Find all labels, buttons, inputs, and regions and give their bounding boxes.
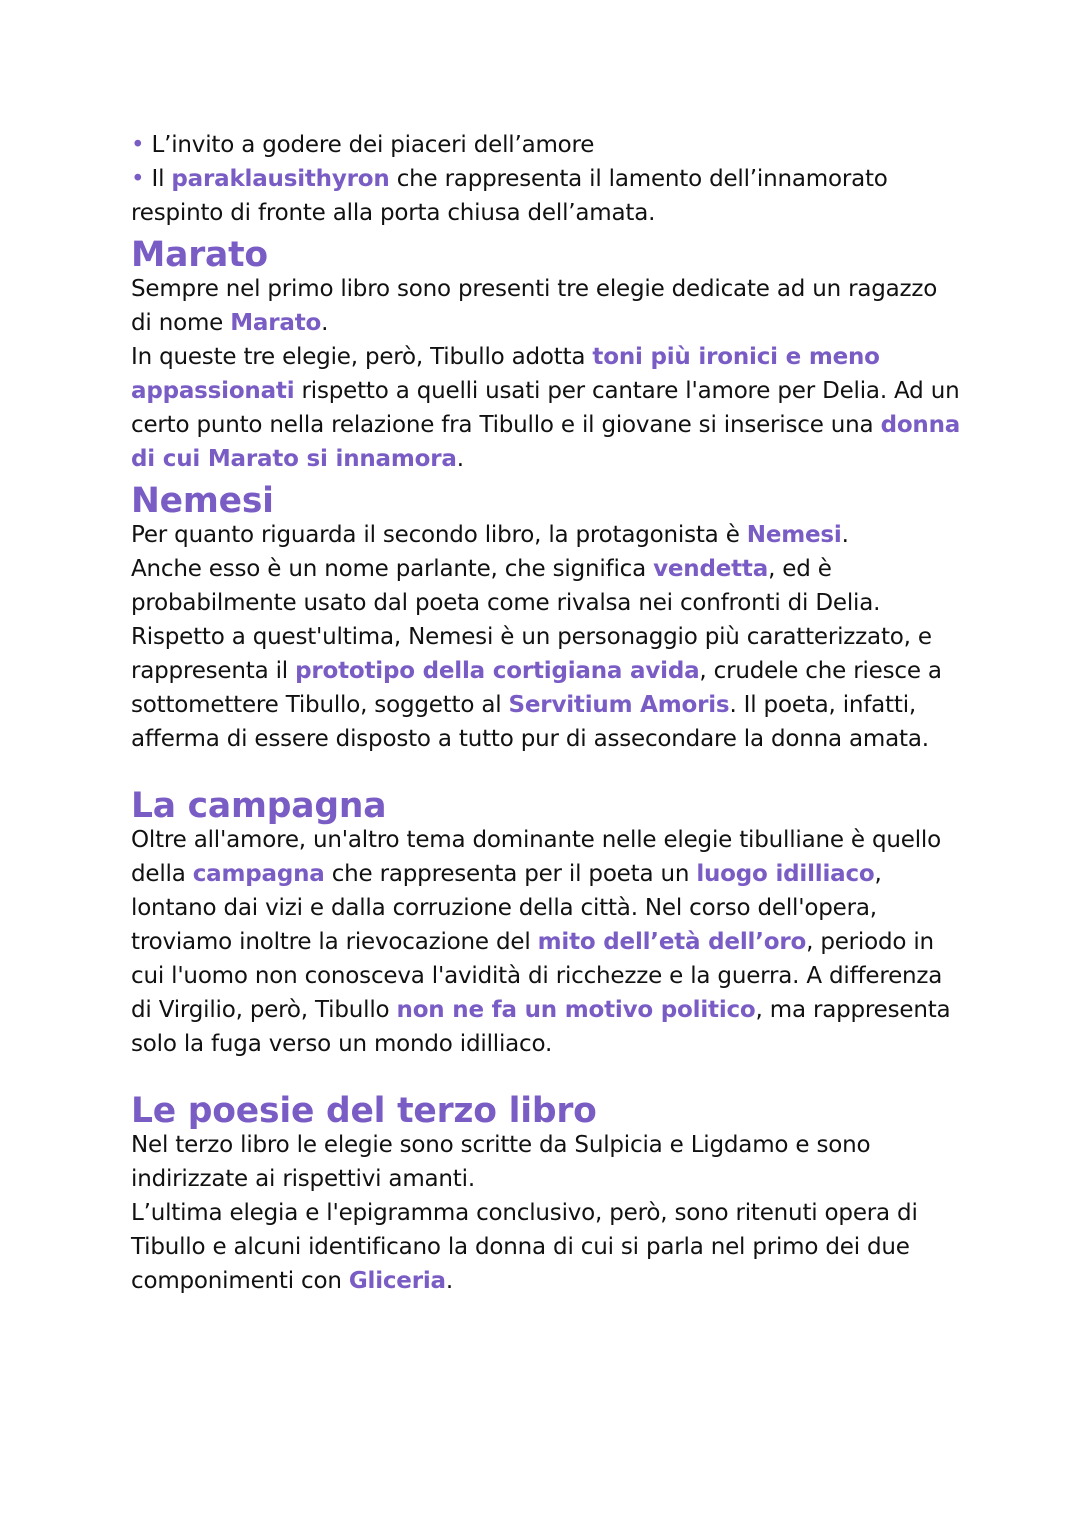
highlight-term: Nemesi — [746, 522, 842, 548]
paragraph — [131, 1196, 961, 1298]
paragraph — [131, 1128, 961, 1196]
text-run: . Il poeta, infatti, afferma di essere disposto a tutto pur di assecondare la donna amata. — [131, 692, 929, 752]
text-run: L’ultima elegia e l'epigramma conclusivo, però, sono ritenuti opera di Tibullo e alcuni identificano la donna di cui si parla nel primo dei due componimenti con — [131, 1200, 918, 1294]
highlight-term: prototipo della cortigiana avida — [295, 658, 700, 684]
highlight-term: luogo idilliaco — [696, 861, 875, 887]
text-run: . — [841, 522, 849, 548]
bullet-item — [131, 162, 961, 230]
highlight-term: campagna — [192, 861, 325, 887]
document-page — [131, 128, 961, 1298]
text-run: , ma rappresenta solo la fuga verso un mondo idilliaco. — [131, 997, 951, 1057]
paragraph — [131, 552, 961, 756]
text-run: , crudele che riesce a sottomettere Tibullo, soggetto al — [131, 658, 942, 718]
text-run: L’invito a godere dei piaceri dell’amore — [151, 132, 595, 158]
text-run: che rappresenta il lamento dell’innamorato respinto di fronte alla porta chiusa dell’amata. — [131, 166, 888, 226]
text-run: Per quanto riguarda il secondo libro, la protagonista è — [131, 522, 747, 548]
text-run: Il — [151, 166, 172, 192]
section-marato — [131, 235, 961, 476]
highlight-term: non ne fa un motivo politico — [396, 997, 756, 1023]
text-run: che rappresenta per il poeta un — [324, 861, 697, 887]
bullet-dot-icon: • — [131, 132, 145, 158]
paragraph — [131, 823, 961, 1061]
text-run: , periodo in cui l'uomo non conosceva l'avidità di ricchezze e la guerra. A differenza di Virgilio, però, Tibullo — [131, 929, 943, 1023]
section-heading: Le poesie del terzo libro — [131, 1091, 597, 1131]
highlight-term: Gliceria — [348, 1268, 446, 1294]
text-run: . — [456, 446, 464, 472]
bullet-list — [131, 128, 961, 230]
text-run: Oltre all'amore, un'altro tema dominante nelle elegie tibulliane è quello della — [131, 827, 941, 887]
text-run: Sempre nel primo libro sono presenti tre elegie dedicate ad un ragazzo di nome — [131, 276, 938, 336]
highlight-term: vendetta — [653, 556, 769, 582]
highlight-term: toni più ironici e meno appassionati — [131, 344, 880, 404]
section-nemesi — [131, 481, 961, 756]
text-run: In queste tre elegie, però, Tibullo adotta — [131, 344, 593, 370]
text-run: rispetto a quelli usati per cantare l'amore per Delia. Ad un certo punto nella relazione fra Tibullo e il giovane si inserisce una — [131, 378, 960, 438]
section-heading: Marato — [131, 235, 268, 275]
paragraph — [131, 272, 961, 340]
bullet-item — [131, 128, 961, 162]
text-run: . — [321, 310, 329, 336]
text-run: , ed è probabilmente usato dal poeta come rivalsa nei confronti di Delia. Rispetto a quest'ultima, Nemesi è un personaggio più caratterizzato, e rappresenta il — [131, 556, 932, 684]
paragraph — [131, 518, 961, 552]
highlight-term: Marato — [230, 310, 322, 336]
bullet-dot-icon: • — [131, 166, 145, 192]
paragraph — [131, 340, 961, 476]
highlight-term: mito dell’età dell’oro — [537, 929, 807, 955]
section-heading: La campagna — [131, 786, 387, 826]
text-run: Anche esso è un nome parlante, che significa — [131, 556, 654, 582]
highlight-term: Servitium Amoris — [508, 692, 730, 718]
text-run: , lontano dai vizi e dalla corruzione della città. Nel corso dell'opera, troviamo inoltre la rievocazione del — [131, 861, 882, 955]
text-run: . — [445, 1268, 453, 1294]
text-run: Nel terzo libro le elegie sono scritte da Sulpicia e Ligdamo e sono indirizzate ai rispettivi amanti. — [131, 1132, 871, 1192]
highlight-term: paraklausithyron — [171, 166, 390, 192]
section-heading: Nemesi — [131, 481, 274, 521]
highlight-term: donna di cui Marato si innamora — [131, 412, 961, 472]
section-terzo-libro — [131, 1091, 961, 1298]
section-campagna — [131, 786, 961, 1061]
